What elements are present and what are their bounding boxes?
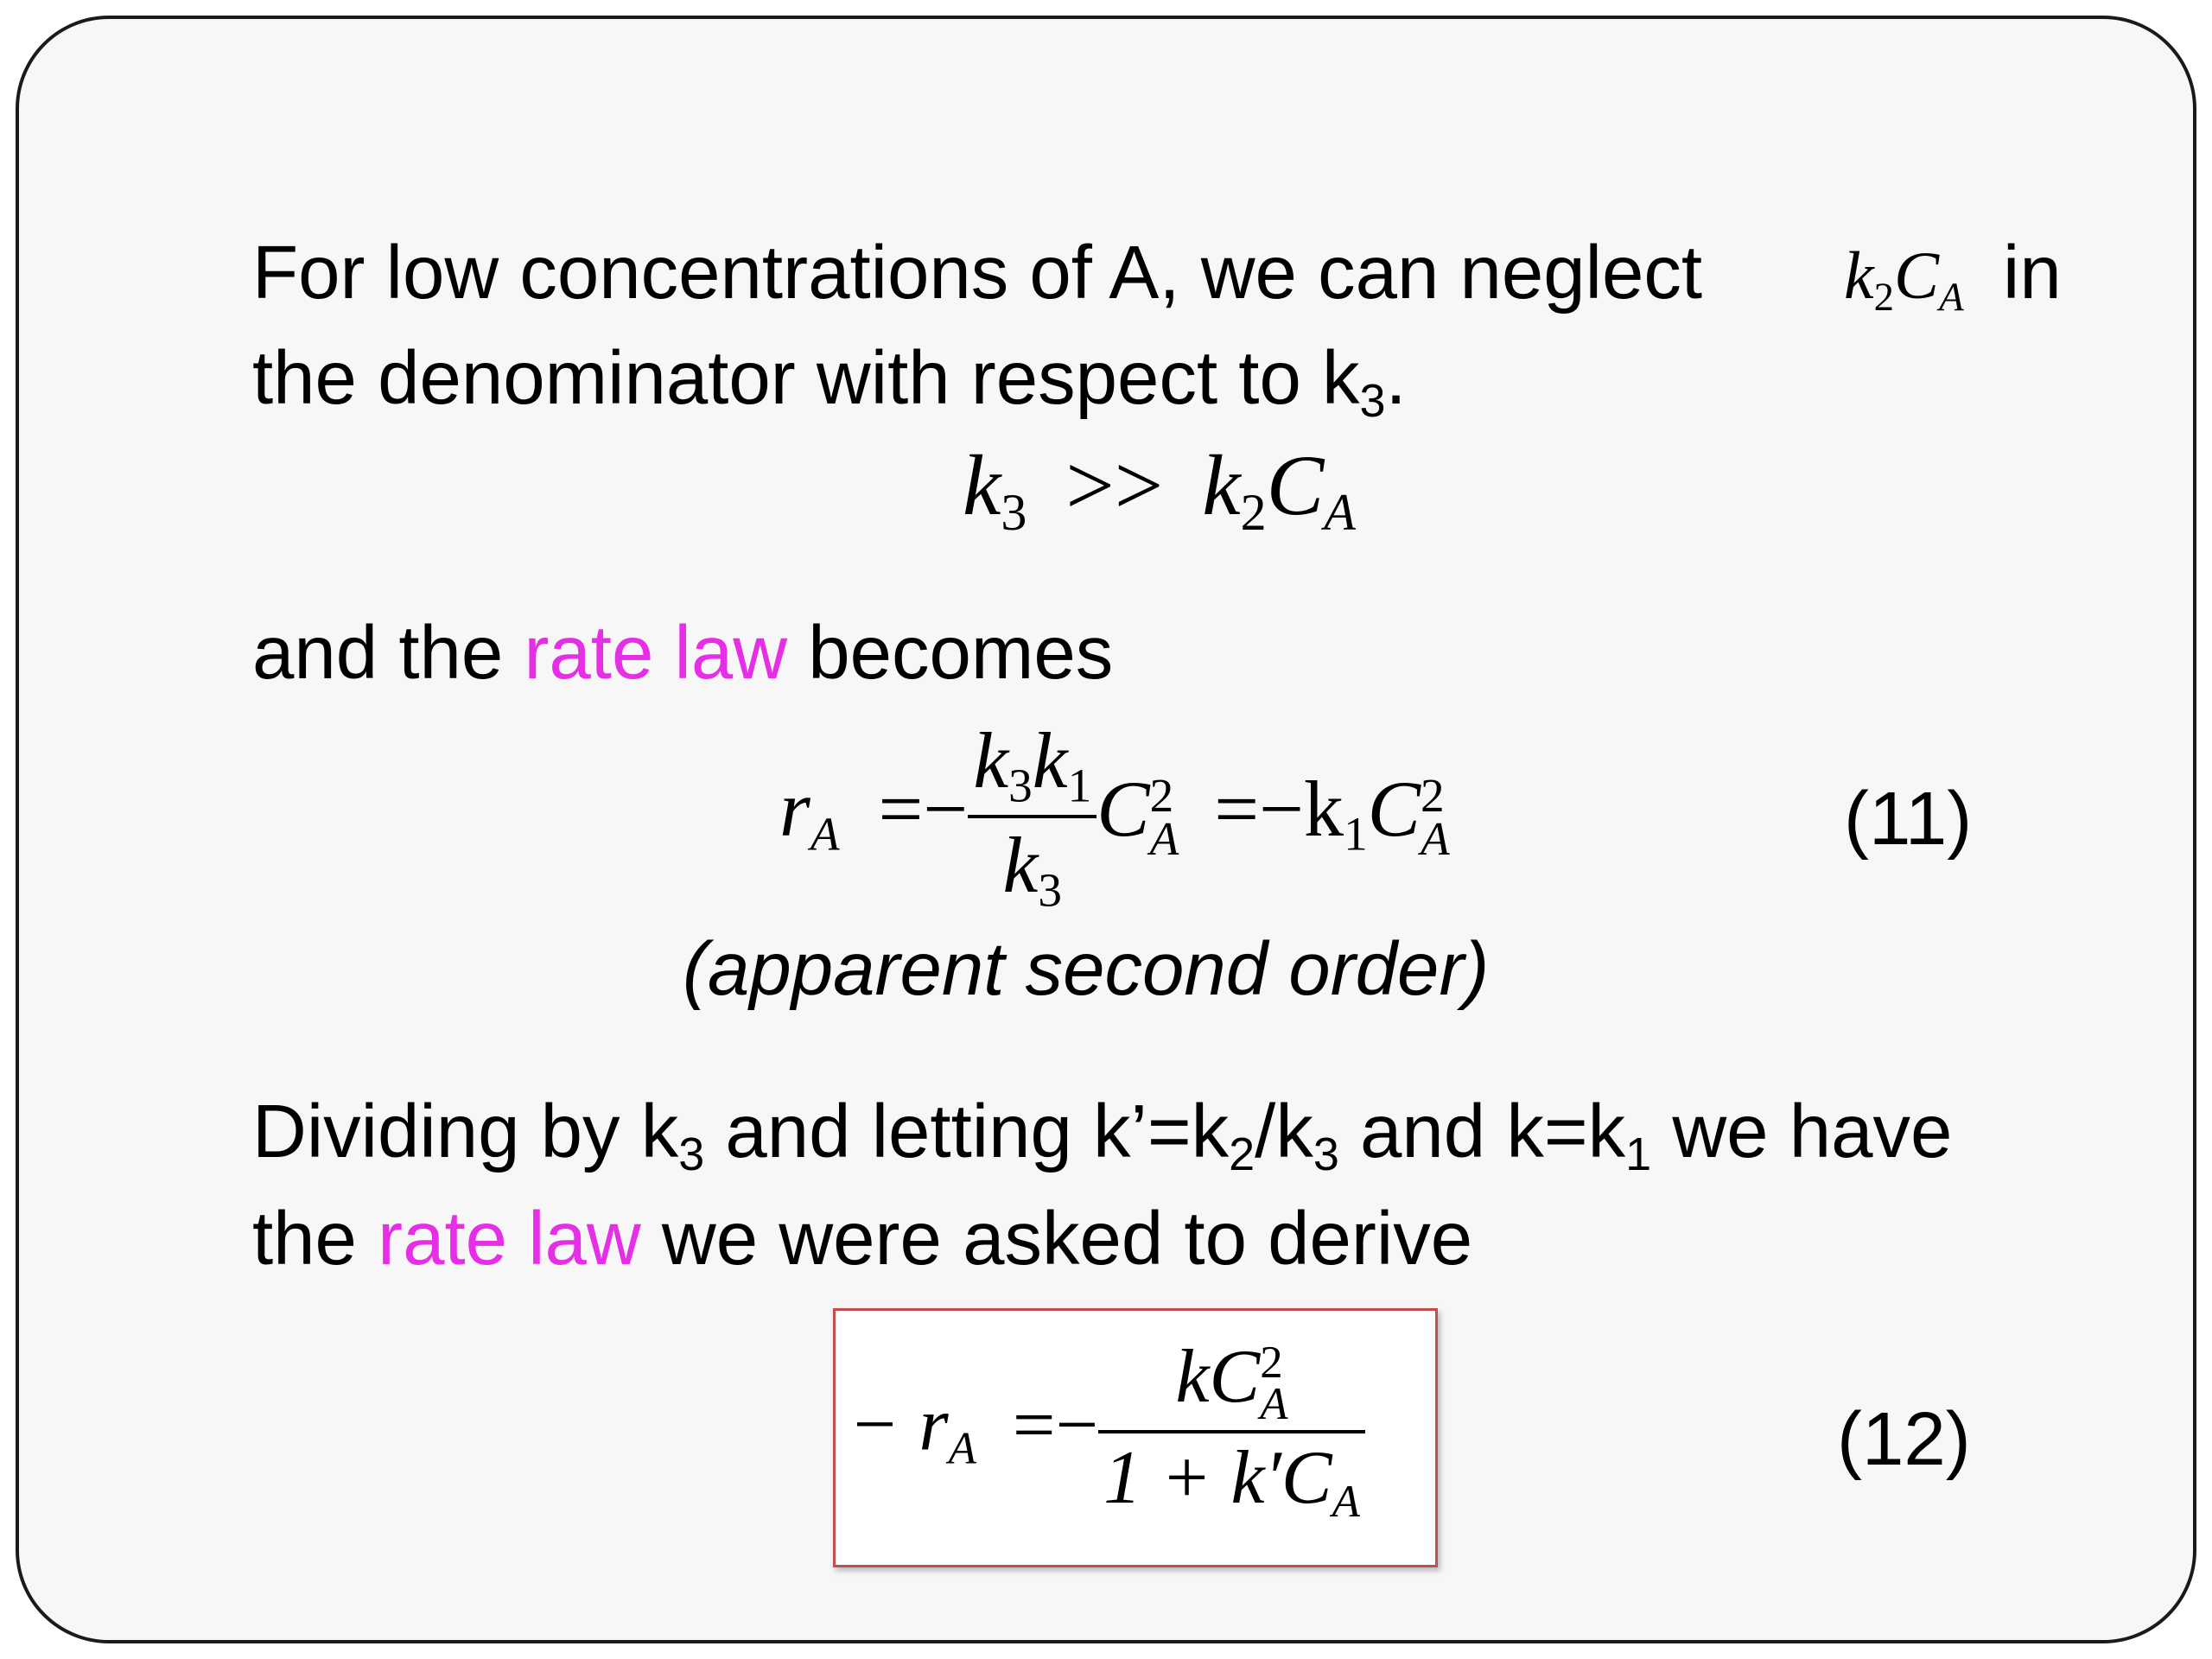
rate-law-highlight: rate law (524, 611, 788, 695)
equation-11: rA =− $\frac{k3k1}{k3}$ C 2 A =−k1C 2 A (779, 716, 1450, 917)
inline-math-k2ca: k2CA (1844, 238, 1964, 321)
apparent-second-order-note: (apparent second order) (683, 927, 1490, 1011)
equation-12-number: (12) (1837, 1397, 1971, 1481)
para1-line1 (252, 231, 1703, 315)
equation-11-number: (11) (1844, 777, 1973, 861)
rate-law-highlight-2: rate law (378, 1197, 641, 1281)
para2: and the rate law becomes (252, 611, 1114, 695)
para3-line2: the rate law we were asked to derive (252, 1197, 1473, 1281)
para1-line1-text: For low concentrations of A, we can neglect (252, 231, 1703, 315)
slide (16, 16, 2196, 1643)
para1-line1-after: in (2003, 231, 2062, 315)
para1-line2: the denominator with respect to $k_3$. (252, 336, 1407, 428)
para3-line1: Dividing by $k_3$ and letting $k’=k_2/k_3$ and $k=k_1$ we have (252, 1090, 1953, 1181)
eq11-fraction: $\frac{k3k1}{k3}$ (968, 721, 1096, 914)
equation-12: − rA =− kC 2 A 1 + k′CA (849, 1339, 1365, 1525)
eq12-fraction: kC 2 A 1 + k′CA (1098, 1339, 1365, 1525)
inequality-k3-k2ca: k3 >> k2CA (963, 437, 1356, 541)
